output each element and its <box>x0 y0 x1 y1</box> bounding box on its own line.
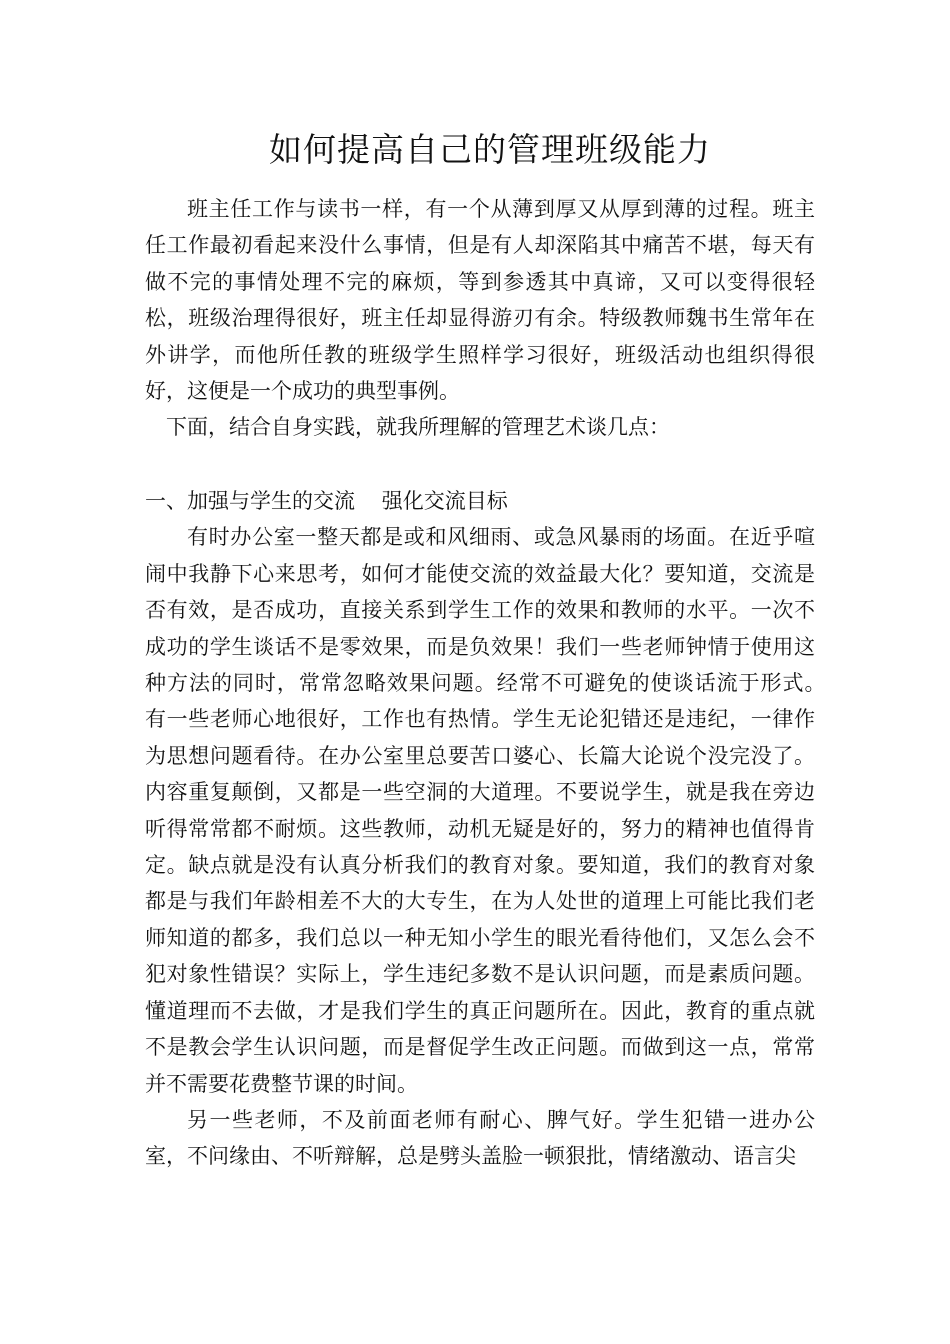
intro-section <box>145 191 815 446</box>
section-1-paragraph-2: 另一些老师，不及前面老师有耐心、脾气好。学生犯错一进办公室，不问缘由、不听辩解，总是劈头盖脸一顿狠批，情绪激动、语言尖 <box>145 1107 815 1169</box>
document-title: 如何提高自己的管理班级能力 <box>269 130 711 169</box>
intro-paragraph-2: 下面，结合自身实践，就我所理解的管理艺术谈几点： <box>166 415 670 440</box>
section-1-heading: 一、加强与学生的交流 强化交流目标 <box>145 489 508 513</box>
intro-paragraph-1: 班主任工作与读书一样，有一个从薄到厚又从厚到薄的过程。班主任工作最初看起来没什么事情，但是有人却深陷其中痛苦不堪，每天有做不完的事情处理不完的麻烦，等到参透其中真谛，又可以变得很轻松，班级治理得很好，班主任却显得游刃有余。特级教师魏书生常年在外讲学，而他所任教的班级学生照样学习很好，班级活动也组织得很好，这便是一个成功的典型事例。 <box>145 197 815 404</box>
section-1-paragraph-1: 有时办公室一整天都是或和风细雨、或急风暴雨的场面。在近乎喧闹中我静下心来思考，如何才能使交流的效益最大化？要知道，交流是否有效，是否成功，直接关系到学生工作的效果和教师的水平。一次不成功的学生谈话不是零效果，而是负效果！我们一些老师钟情于使用这种方法的同时，常常忽略效果问题。经常不可避免的使谈话流于形式。 有一些老师心地很好，工作也有热情。学生无论犯错还是违纪，一律作为思想问题看待。在办公室里总要苦口婆心、长篇大论说个没完没了。内容重复颠倒，又都是一些空洞的大道理。不要说学生，就是我在旁边听得常常都不耐烦。这些教师，动机无疑是好的，努力的精神也值得肯定。缺点就是没有认真分析我们的教育对象。要知道，我们的教育对象都是与我们年龄相差不大的大专生，在为人处世的道理上可能比我们老师知道的都多，我们总以一种无知小学生的眼光看待他们，又怎么会不犯对象性错误？实际上，学生违纪多数不是认识问题，而是素质问题。懂道理而不去做，才是我们学生的真正问题所在。因此，教育的重点就不是教会学生认识问题，而是督促学生改正问题。而做到这一点，常常并不需要花费整节课的时间。 <box>145 525 857 1096</box>
section-1 <box>145 483 857 1175</box>
